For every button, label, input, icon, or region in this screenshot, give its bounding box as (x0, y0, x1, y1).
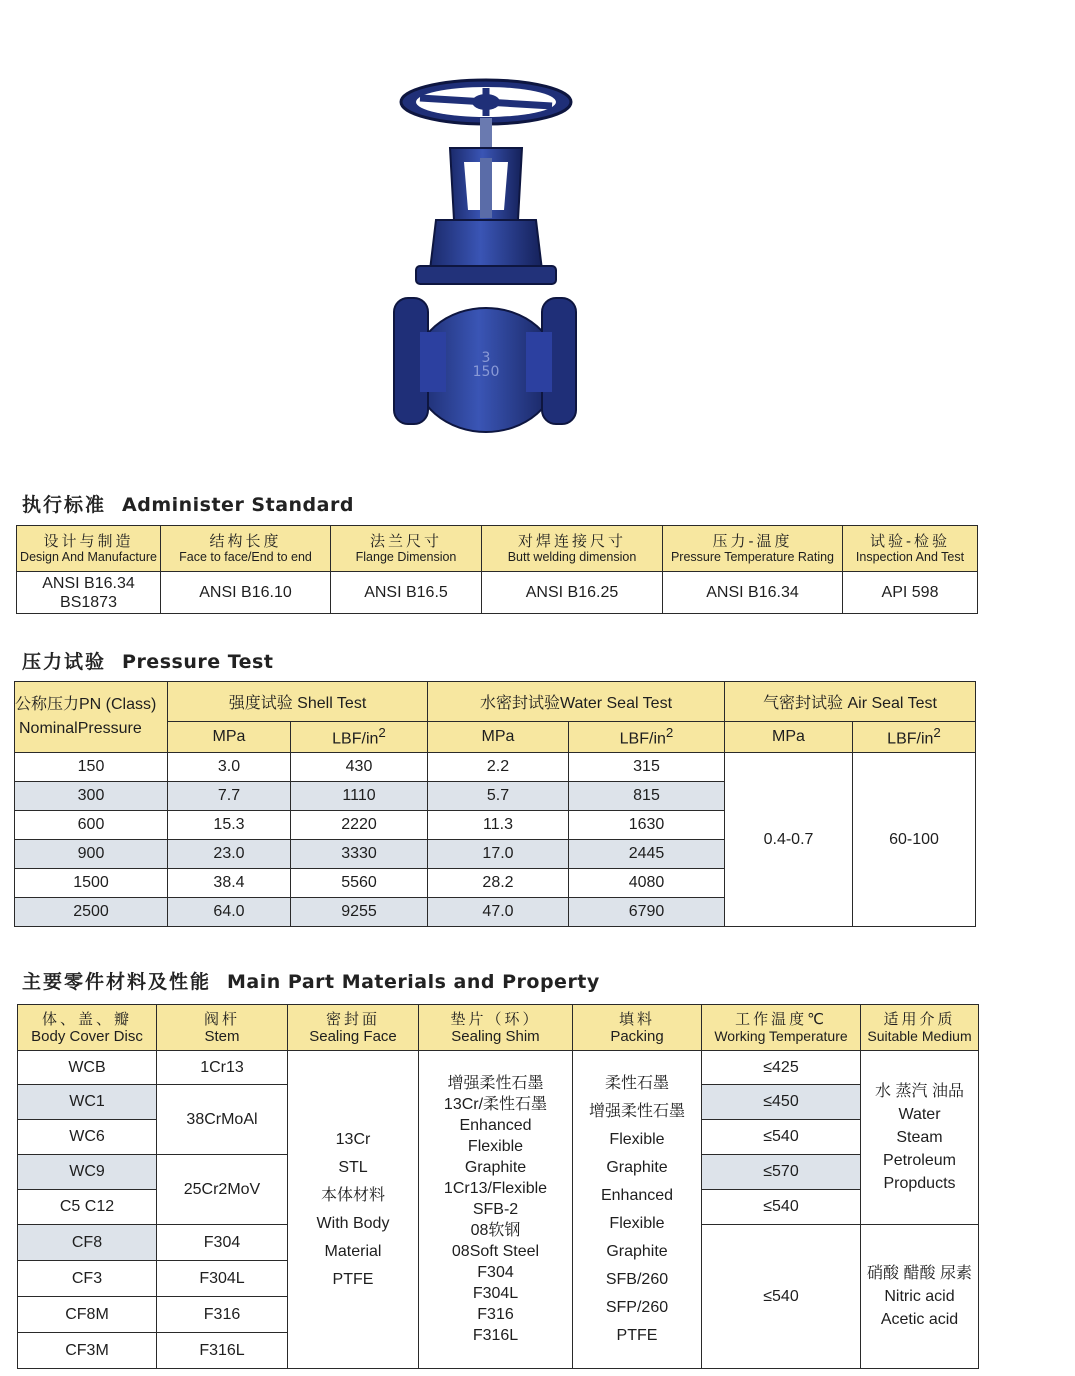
stem-cell: F316L (157, 1333, 288, 1369)
stem-cell: F304L (157, 1261, 288, 1297)
body-cell: CF3M (18, 1333, 157, 1369)
std-header-design: 设计与制造 Design And Manufacture (17, 526, 161, 572)
mat-header-temperature: 工作温度℃ Working Temperature (702, 1005, 861, 1051)
water-lbf-unit: LBF/$in^2$ (569, 722, 725, 753)
mat-header-packing: 填料 Packing (573, 1005, 702, 1051)
std-header-butt-welding: 对焊连接尺寸 Butt welding dimension (482, 526, 663, 572)
stem-cell: F304 (157, 1225, 288, 1261)
temperature-cell: ≤540 (702, 1225, 861, 1369)
administer-standard-title (22, 490, 354, 517)
administer-standard-title-en: Administer Standard (122, 494, 354, 516)
water-mpa-cell: 5.7 (428, 782, 569, 811)
std-header-flange: 法兰尺寸 Flange Dimension (331, 526, 482, 572)
air-lbf-unit: LBF/$in^2$ (853, 722, 976, 753)
body-cell: WCB (18, 1051, 157, 1085)
mat-header-medium: 适用介质 Suitable Medium (861, 1005, 979, 1051)
shell-mpa-cell: 64.0 (168, 898, 291, 927)
body-cell: CF3 (18, 1261, 157, 1297)
table-row (15, 753, 976, 782)
shell-mpa-unit: MPa (168, 722, 291, 753)
stem-cell: 38CrMoAl (157, 1085, 288, 1155)
body-cell: WC6 (18, 1120, 157, 1155)
std-header-face-to-face: 结构长度 Face to face/End to end (161, 526, 331, 572)
mat-header-body: 体、盖、瓣 Body Cover Disc (18, 1005, 157, 1051)
valve-mark-size: 3 (481, 350, 491, 366)
shell-mpa-cell: 23.0 (168, 840, 291, 869)
air-seal-test-header: 气密封试验 Air Seal Test (725, 682, 976, 722)
materials-title-en: Main Part Materials and Property (227, 971, 600, 993)
materials-table (17, 1004, 979, 1369)
sealing-face-cell: 13Cr STL 本体材料 With Body Material PTFE (288, 1051, 419, 1369)
temperature-cell: ≤540 (702, 1190, 861, 1225)
pressure-test-title (22, 647, 273, 674)
class-cell: 1500 (15, 869, 168, 898)
globe-valve-image (380, 70, 600, 435)
std-value-design: ANSI B16.34 BS1873 (17, 572, 161, 614)
water-seal-test-header: 水密封试验Water Seal Test (428, 682, 725, 722)
stem-cell: F316 (157, 1297, 288, 1333)
water-mpa-cell: 28.2 (428, 869, 569, 898)
water-lbf-cell: 6790 (569, 898, 725, 927)
water-lbf-cell: 1630 (569, 811, 725, 840)
shell-mpa-cell: 7.7 (168, 782, 291, 811)
air-lbf-cell: 60-100 (853, 753, 976, 927)
water-lbf-cell: 315 (569, 753, 725, 782)
shell-lbf-cell: 3330 (291, 840, 428, 869)
shell-lbf-cell: 430 (291, 753, 428, 782)
materials-title (22, 967, 600, 994)
shell-test-header: 强度试验 Shell Test (168, 682, 428, 722)
std-value-pressure-temp: ANSI B16.34 (663, 572, 843, 614)
class-cell: 2500 (15, 898, 168, 927)
administer-standard-title-zh: 执行标准 (22, 494, 107, 516)
nominal-pressure-header: 公称压力PN (Class) NominalPressure (15, 682, 168, 753)
body-cell: WC1 (18, 1085, 157, 1120)
shell-lbf-cell: 2220 (291, 811, 428, 840)
std-value-butt-welding: ANSI B16.25 (482, 572, 663, 614)
air-mpa-cell: 0.4-0.7 (725, 753, 853, 927)
water-mpa-cell: 2.2 (428, 753, 569, 782)
std-value-face-to-face: ANSI B16.10 (161, 572, 331, 614)
shell-mpa-cell: 15.3 (168, 811, 291, 840)
air-mpa-unit: MPa (725, 722, 853, 753)
shell-lbf-cell: 9255 (291, 898, 428, 927)
materials-title-zh: 主要零件材料及性能 (22, 971, 212, 993)
body-cell: WC9 (18, 1155, 157, 1190)
packing-cell: 柔性石墨 增强柔性石墨 Flexible Graphite Enhanced Flexible Graphite SFB/260 SFP/260 PTFE (573, 1051, 702, 1369)
pressure-test-title-zh: 压力试验 (22, 651, 107, 673)
valve-mark-class: 150 (472, 364, 500, 380)
water-lbf-cell: 4080 (569, 869, 725, 898)
shell-lbf-cell: 5560 (291, 869, 428, 898)
medium-cell-1: 水 蒸汽 油品 Water Steam Petroleum Propducts (861, 1051, 979, 1225)
temperature-cell: ≤540 (702, 1120, 861, 1155)
shim-cell: 增强柔性石墨 13Cr/柔性石墨 Enhanced Flexible Graphite 1Cr13/Flexible SFB-2 08软钢 08Soft Steel F304 F304L F316 F316L (419, 1051, 573, 1369)
mat-header-sealing-face: 密封面 Sealing Face (288, 1005, 419, 1051)
class-cell: 900 (15, 840, 168, 869)
body-cell: CF8 (18, 1225, 157, 1261)
class-cell: 600 (15, 811, 168, 840)
pressure-test-table (14, 681, 976, 927)
water-mpa-unit: MPa (428, 722, 569, 753)
water-lbf-cell: 815 (569, 782, 725, 811)
shell-mpa-cell: 38.4 (168, 869, 291, 898)
water-mpa-cell: 11.3 (428, 811, 569, 840)
shell-lbf-unit: LBF/$in^2$ (291, 722, 428, 753)
shell-mpa-cell: 3.0 (168, 753, 291, 782)
std-header-pressure-temp: 压力-温度 Pressure Temperature Rating (663, 526, 843, 572)
temperature-cell: ≤570 (702, 1155, 861, 1190)
standard-value-row (17, 572, 978, 614)
water-mpa-cell: 47.0 (428, 898, 569, 927)
standard-header-row (17, 526, 978, 572)
materials-header-row (18, 1005, 979, 1051)
medium-cell-2: 硝酸 醋酸 尿素 Nitric acid Acetic acid (861, 1225, 979, 1369)
mat-header-stem: 阀杆 Stem (157, 1005, 288, 1051)
shell-lbf-cell: 1110 (291, 782, 428, 811)
body-cell: CF8M (18, 1297, 157, 1333)
class-cell: 150 (15, 753, 168, 782)
stem-cell: 25Cr2MoV (157, 1155, 288, 1225)
body-cell: C5 C12 (18, 1190, 157, 1225)
std-header-inspection: 试验-检验 Inspection And Test (843, 526, 978, 572)
temperature-cell: ≤450 (702, 1085, 861, 1120)
temperature-cell: ≤425 (702, 1051, 861, 1085)
pressure-test-title-en: Pressure Test (122, 651, 274, 673)
std-value-inspection: API 598 (843, 572, 978, 614)
water-mpa-cell: 17.0 (428, 840, 569, 869)
administer-standard-table (16, 525, 978, 614)
stem-cell: 1Cr13 (157, 1051, 288, 1085)
mat-header-shim: 垫片（环） Sealing Shim (419, 1005, 573, 1051)
table-row (18, 1051, 979, 1085)
water-lbf-cell: 2445 (569, 840, 725, 869)
class-cell: 300 (15, 782, 168, 811)
std-value-flange: ANSI B16.5 (331, 572, 482, 614)
